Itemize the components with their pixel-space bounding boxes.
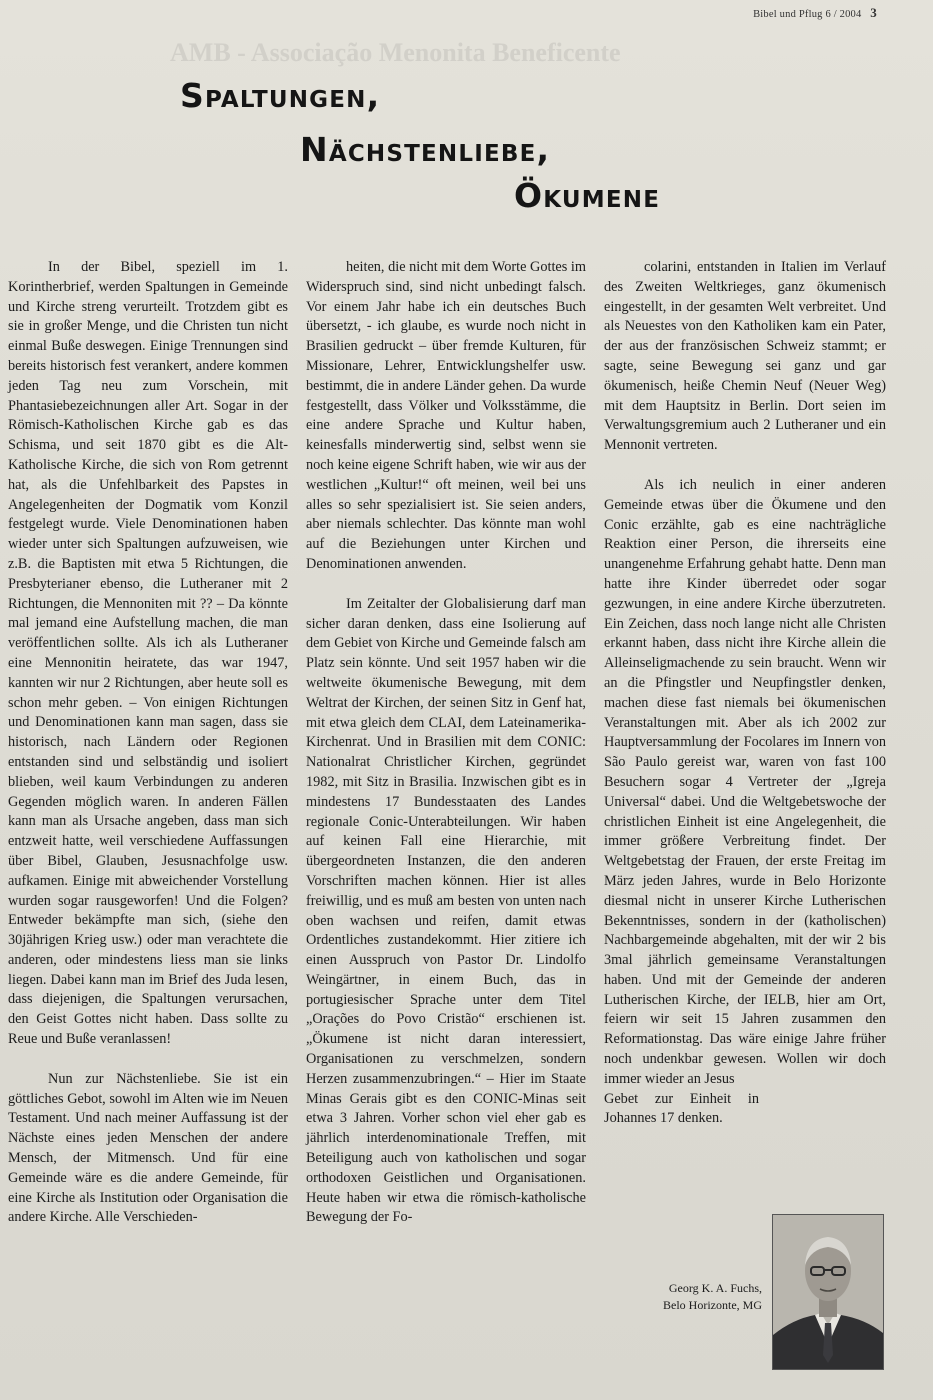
paragraph: Als ich neulich in einer anderen Gemeinde etwas über die Ökumene und den Conic erzählte, gab es eine nachträgliche Reaktion einer Person, die ihrerseits eine unangenehme Erfahrung gehabt hatte. Denn man hatte ihre Kinder überredet oder sogar gezwungen, in eine andere Kirche überzutreten. Ein Zeichen, dass noch lange nicht alle Christen erkannt haben, dass nicht ihre Kirche allein die Alleinseligmachende zu sein braucht. Wenn wir an die Pfingstler und Neupfingstler denken, machen diese fast niemals bei ökumenischen Veranstaltungen mit. Aber als ich 2002 zur Hauptversammlung der Focolares im Innern von São Paulo gereist war, waren von fast 100 Besuchern sogar 4 Vertreter der „Igreja Universal“ dabei. Und die Weltgebetswoche der christlichen Einheit ist eine Angelegenheit, die immer größere Verbreitung findet. Der Weltgebetstag der Frauen, der erste Freitag im März jeden Jahres, wurde in Belo Horizonte diesmal nicht in unserer Kirche Lutherischen Bekenntnisses, sondern in der (katholischen) Nachbargemeinde abgehalten, mit der wir 2 bis 3mal jährlich gemeinsame Veranstaltungen haben. Und mit der Gemeinde der anderen Lutherischen Kirche, der IELB, hier am Ort, feiern wir seit 15 Jahren zusammen den Reformationstag. Das wäre einige Jahre früher noch undenkbar gewesen. Wollen wir doch immer wieder an Jesus — [604, 476, 886, 1087]
title-line-2: Nächstenliebe, — [300, 130, 551, 169]
journal-name: Bibel und Pflug — [753, 9, 823, 20]
author-name: Georg K. A. Fuchs, — [668, 1281, 762, 1295]
issue-number: 6 / 2004 — [825, 9, 862, 20]
paragraph: In der Bibel, speziell im 1. Korintherbrief, werden Spaltungen in Gemeinde und Kirche streng verurteilt. Trotzdem gibt es sie in großer Menge, und die Christen tun nicht einmal Buße deswegen. Einige Trennungen sind bereits historisch fest verankert, andere kommen jeden Tag neu zum Vorschein, mit Phantasiebezeichnungen aller Art. Sogar in der Römisch-Katholischen Kirche gab es das Schisma, und seit 1870 gibt es die Alt-Katholische Kirche, die sich von Rom getrennt hat, als die Unfehlbarkeit des Papstes in Angelegenheiten der Dogmatik vom Konzil festgelegt wurde. Viele Denominationen haben wieder unter sich Spaltungen aufzuweisen, wie z.B. die Baptisten mit etwa 5 Richtungen, die Presbyterianer ebenso, die Lutheraner mit 2 Richtungen, die Mennoniten mit ?? – Da könnte mal jemand eine Aufstellung machen, die man veröffentlichen sollte. Als ich als Lutheraner eine Mennonitin heiratete, das war 1947, kannten wir nur 2 Richtungen, aber heute soll es schon mehr geben. – Von einigen Richtungen und Denominationen kann man sagen, dass sie historisch, nach Ländern oder Regionen entstanden sind und selbständig und isoliert blieben, weil kaum Verbindungen zu anderen Gegenden möglich waren. In anderen Fällen kann man als Ursache angeben, dass man sich entzweit hatte, weil verschiedene Auffassungen über Bibel, Glauben, Jesusnachfolge usw. aufkamen. Einige mit abweichender Vorstellung wurden sogar rausgeworfen! Und die Folgen? Entweder bekämpfte man sich, (siehe den 30jährigen Krieg usw.) oder man verachtete die anderen, oder mindestens liess man sie links liegen. Dabei kann man im Brief des Juda lesen, dass diejenigen, die Spaltungen verursachen, den Geist Gottes nicht haben. Dass sollte zu Reue und Buße veranlassen! — [8, 259, 288, 1048]
paragraph: colarini, entstanden in Italien im Verlauf des Zweiten Weltkrieges, ganz ökumenisch eingestellt, in der gesamten Welt verbreitet. Und als Neuestes von den Katholiken kam ein Pater, der aus der französischen Schweiz stammt; er sagte, seine Bewegung sei ganz und gar ökumenisch, heiße Chemin Neuf (Neuer Weg) mit dem Hauptsitz in Berlin. Dort seien im Verwaltungsgremium auch 2 Lutheraner und ein Mennonit vertreten. — [604, 259, 886, 454]
paragraph-end: Gebet zur Einheit in Johannes 17 denken. — [604, 1090, 759, 1127]
paragraph: Im Zeitalter der Globalisierung darf man sicher daran denken, dass eine Isolierung auf dem Gebiet von Kirche und Gemeinde falsch am Platz sein könnte. Und seit 1957 haben wir die weltweite ökumenische Bewegung, mit dem Weltrat der Kirchen, der seinen Sitz in Genf hat, mit etwa gleich dem CLAI, dem Lateinamerika-Kirchenrat. Und in Brasilien mit dem CONIC: Nationalrat Christlicher Kirchen, gegründet 1982, mit Sitz in Brasilia. Inzwischen gibt es in mindestens 17 Bundesstaaten des Landes regionale Conic-Unterabteilungen. Wir haben auf keinen Fall eine Hierarchie, mit übergeordneten Instanzen, die den anderen Vorschriften machen können. Hier ist alles freiwillig, und es muß am besten von unten nach oben wachsen und reifen, damit etwas Ordentliches zustandekommt. Hier zitiere ich einen Ausspruch von Pastor Dr. Lindolfo Weingärtner, in einem Buch, das in portugiesischer Sprache unter dem Titel „Orações do Povo Cristão“ erschienen ist. „Ökumene ist nicht daran interessiert, Organisationen zu verschmelzen, sondern Herzen zusammenzubringen.“ – Hier im Staate Minas Gerais gibt es den CONIC-Minas seit etwa 3 Jahren. Vorher schon viel eher gab es jährlich interdenominationale Treffen, mit Beteiligung auch von katholischen und sogar orthodoxen Geistlichen und Organisationen. Heute haben wir etwa die römisch-katholische Bewegung der Fo- — [306, 595, 586, 1226]
author-photo — [772, 1214, 884, 1370]
title-line-1: Spaltungen, — [180, 76, 381, 115]
title-line-3: Ökumene — [514, 176, 661, 215]
author-place: Belo Horizonte, MG — [663, 1298, 762, 1312]
article-column-2 — [306, 258, 586, 1228]
show-through-text: AMB - Associação Menonita Beneficente — [170, 38, 621, 67]
article-column-1 — [8, 258, 288, 1228]
paragraph: heiten, die nicht mit dem Worte Gottes im Widerspruch sind, sind nicht unbedingt falsch. Vor einem Jahr habe ich ein deutsches Buch übersetzt, - ich glaube, es wurde noch nicht in Brasilien gedruckt – über fremde Kulturen, für Missionare, Lehrer, Entwicklungshelfer usw. bestimmt, die in andere Länder gehen. Da wurde festgestellt, dass Völker und Volksstämme, die eine andere Sprache und Kultur haben, keinesfalls minderwertig sind, selbst wenn sie noch keine eigene Schrift haben, wie wir aus der westlichen „Kultur!“ oft meinen, weil bei uns alles so sehr spezialisiert ist. Sie seien anders, aber niemals schlechter. Das könnte man wohl auf die Beziehungen unter Kirchen und Denominationen anwenden. — [306, 259, 586, 572]
page-number: 3 — [870, 5, 877, 20]
author-signature — [620, 1280, 762, 1314]
article-column-3 — [604, 258, 886, 1129]
running-head — [753, 5, 877, 21]
paragraph: Nun zur Nächstenliebe. Sie ist ein göttliches Gebot, sowohl im Alten wie im Neuen Testament. Und nach meiner Auffassung ist der Nächste eines jeden Menschen der andere Mensch, der Mitmensch. Und für eine Gemeinde wäre es die andere Gemeinde, für eine Kirche als Institution oder Organisation die andere Kirche. Alle Verschieden- — [8, 1070, 288, 1226]
portrait-image — [773, 1215, 883, 1369]
